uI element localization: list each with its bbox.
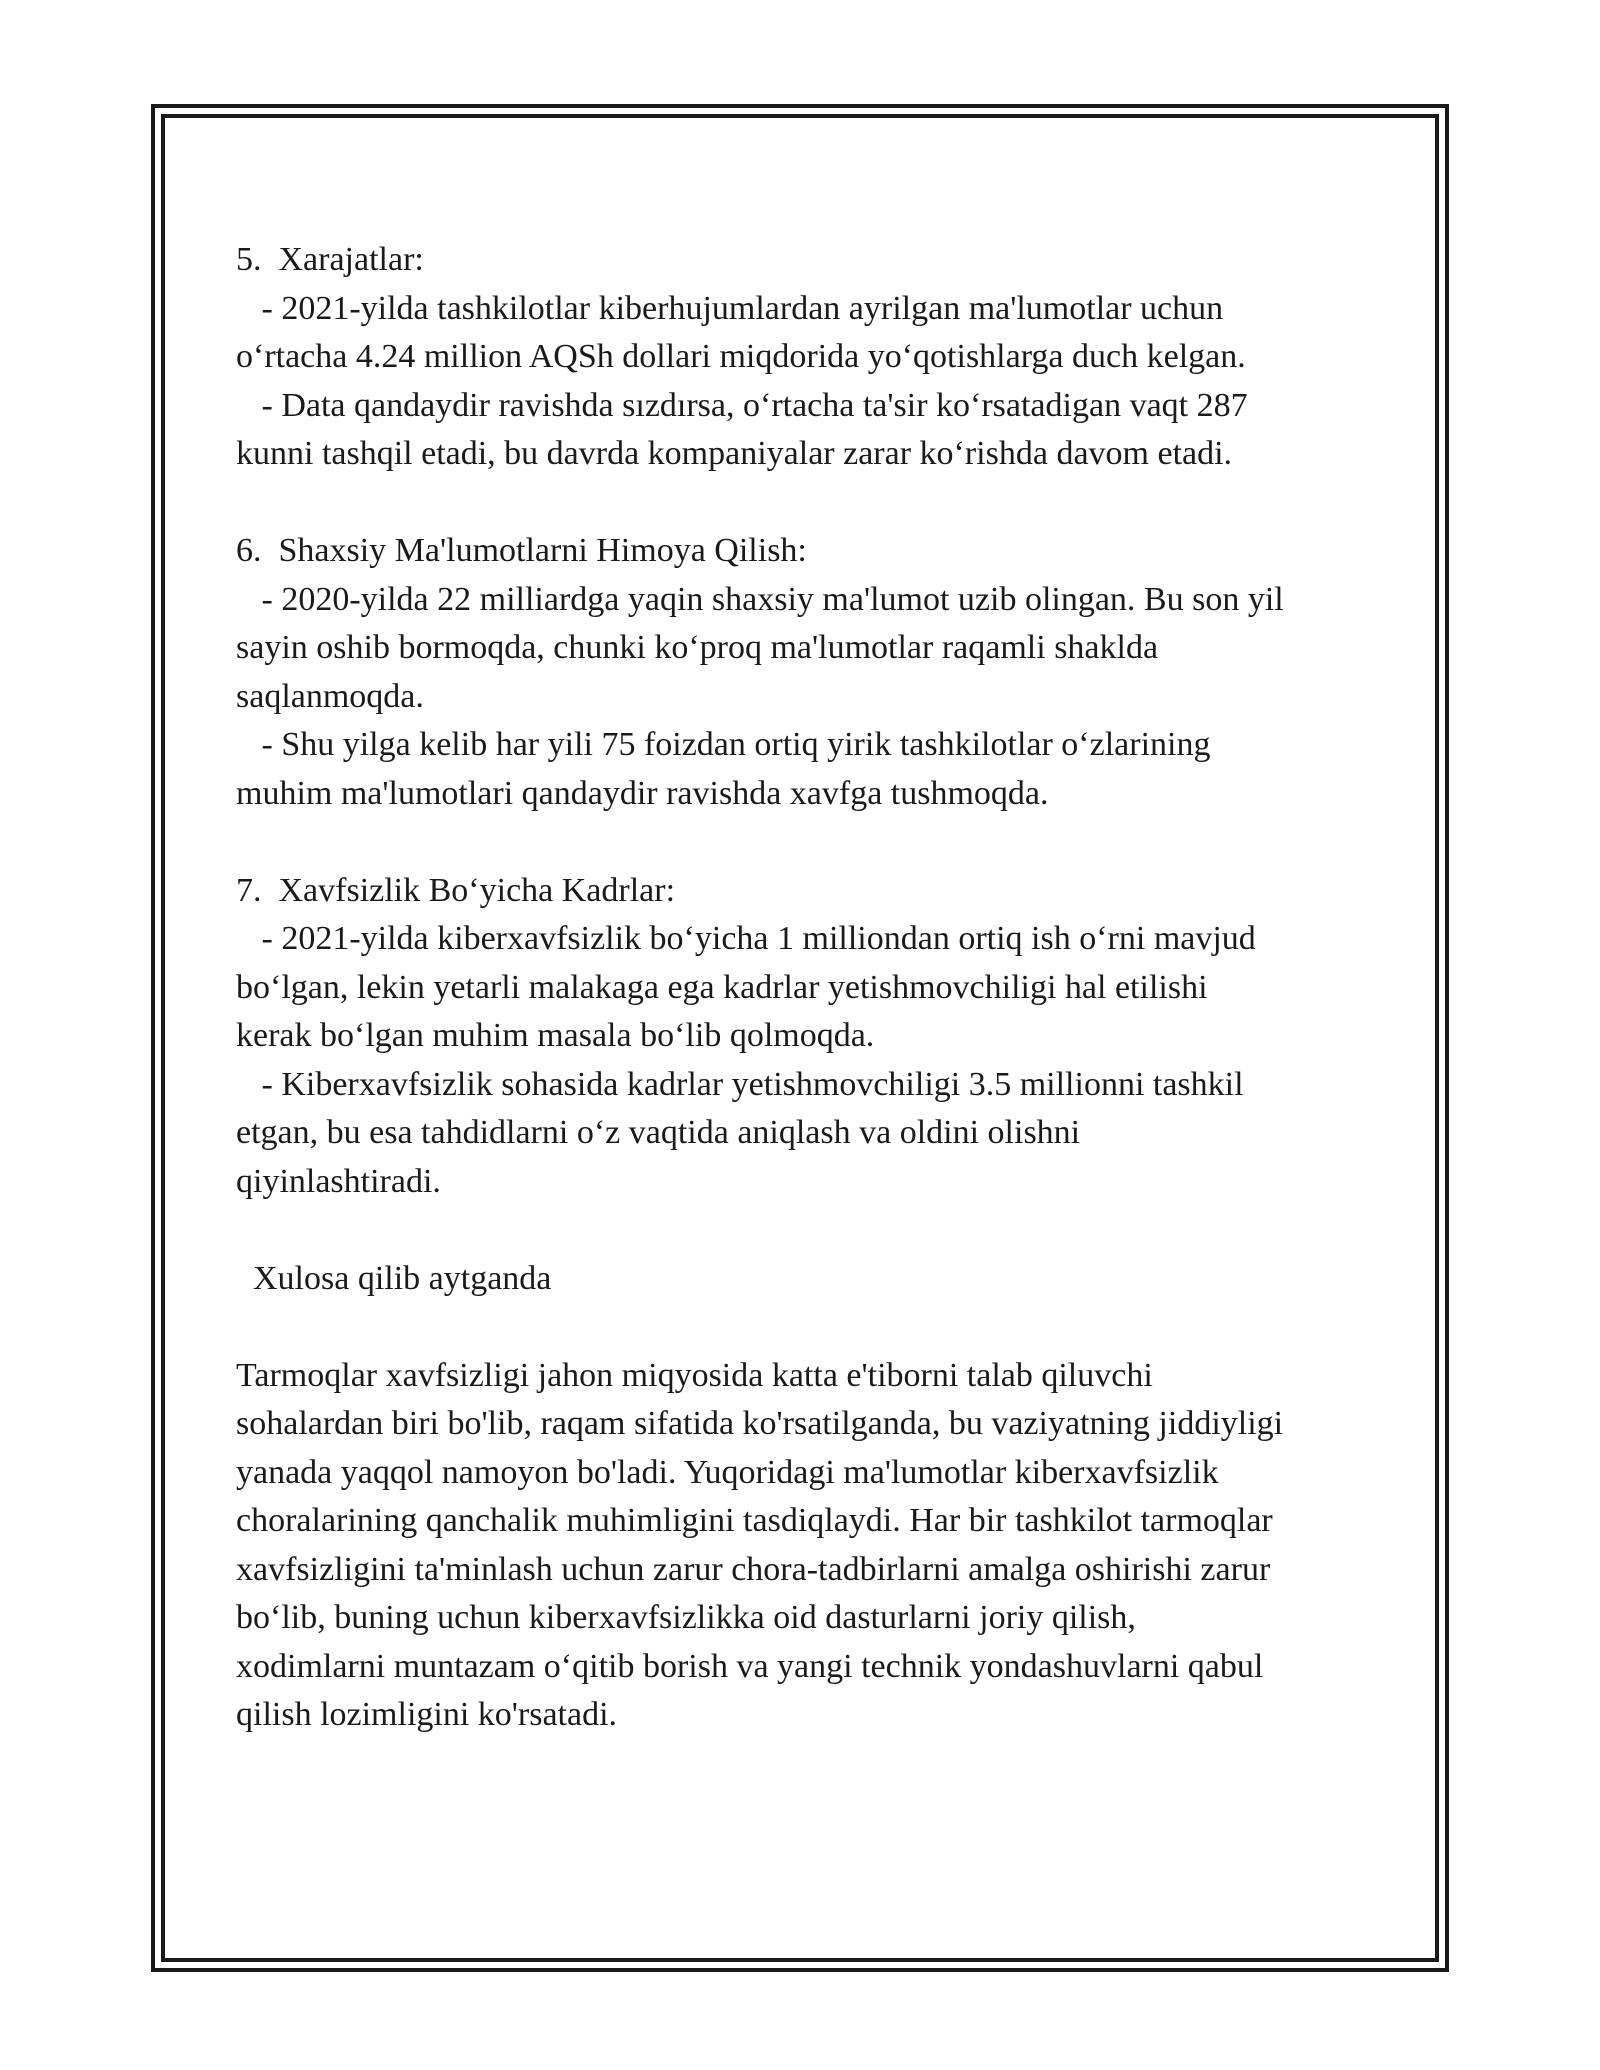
text-line: - 2020-yilda 22 milliardga yaqin shaxsiy ma'lumot uzib olingan. Bu son yil [236, 580, 1284, 618]
paragraph-gap [236, 1303, 1386, 1352]
text-line: Tarmoqlar xavfsizligi jahon miqyosida katta e'tiborni talab qiluvchi [236, 1356, 1153, 1394]
text-line: - Kiberxavfsizlik sohasida kadrlar yetishmovchiligi 3.5 millionni tashkil [236, 1065, 1244, 1103]
text-line: - 2021-yilda tashkilotlar kiberhujumlardan ayrilgan ma'lumotlar uchun [236, 289, 1224, 327]
section-heading: 6. Shaxsiy Ma'lumotlarni Himoya Qilish: [236, 532, 807, 569]
conclusion-heading: Xulosa qilib aytganda [236, 1259, 552, 1297]
paragraph-gap [236, 1206, 1386, 1255]
text-line: bo‘lgan, lekin yetarli malakaga ega kadrlar yetishmovchiligi hal etilishi [236, 968, 1208, 1006]
text-line: sayin oshib bormoqda, chunki ko‘proq ma'lumotlar raqamli shaklda [236, 629, 1159, 666]
text-line: qilish lozimligini ko'rsatadi. [236, 1696, 618, 1733]
paragraph-gap [236, 479, 1386, 528]
text-line: muhim ma'lumotlari qandaydir ravishda xavfga tushmoqda. [236, 774, 1049, 812]
text-line: - 2021-yilda kiberxavfsizlik bo‘yicha 1 milliondan ortiq ish o‘rni mavjud [236, 920, 1256, 957]
text-line: xavfsizligini ta'minlash uchun zarur chora-tadbirlarni amalga oshirishi zarur [236, 1550, 1271, 1588]
text-line: - Data qandaydir ravishda sızdırsa, o‘rtacha ta'sir ko‘rsatadigan vaqt 287 [236, 386, 1248, 424]
section-xarajatlar [236, 236, 1386, 479]
section-heading: 7. Xavfsizlik Bo‘yicha Kadrlar: [236, 871, 676, 909]
text-line: - Shu yilga kelib har yili 75 foizdan ortiq yirik tashkilotlar o‘zlarining [236, 726, 1211, 763]
text-line: bo‘lib, buning uchun kiberxavfsizlikka oid dasturlarni joriy qilish, [236, 1599, 1136, 1636]
document-body [236, 236, 1386, 1740]
text-line: kerak bo‘lgan muhim masala bo‘lib qolmoqda. [236, 1017, 875, 1054]
text-line: choralarining qanchalik muhimligini tasdiqlaydi. Har bir tashkilot tarmoqlar [236, 1502, 1273, 1539]
text-line: kunni tashqil etadi, bu davrda kompaniyalar zarar ko‘rishda davom etadi. [236, 435, 1233, 472]
section-xulosa-text [236, 1352, 1386, 1740]
text-line: yanada yaqqol namoyon bo'ladi. Yuqoridagi ma'lumotlar kiberxavfsizlik [236, 1453, 1219, 1491]
section-xulosa-heading [236, 1255, 1386, 1304]
text-line: o‘rtacha 4.24 million AQSh dollari miqdorida yo‘qotishlarga duch kelgan. [236, 338, 1246, 375]
text-line: qiyinlashtiradi. [236, 1162, 441, 1200]
text-line: xodimlarni muntazam o‘qitib borish va yangi technik yondashuvlarni qabul [236, 1647, 1264, 1685]
section-xavfsizlik-kadrlar [236, 867, 1386, 1207]
section-heading: 5. Xarajatlar: [236, 241, 424, 278]
paragraph-gap [236, 818, 1386, 867]
text-line: etgan, bu esa tahdidlarni o‘z vaqtida aniqlash va oldini olishni [236, 1114, 1081, 1151]
section-shaxsiy-malumotlar [236, 527, 1386, 818]
text-line: sohalardan biri bo'lib, raqam sifatida ko'rsatilganda, bu vaziyatning jiddiyligi [236, 1405, 1284, 1442]
text-line: saqlanmoqda. [236, 677, 424, 715]
